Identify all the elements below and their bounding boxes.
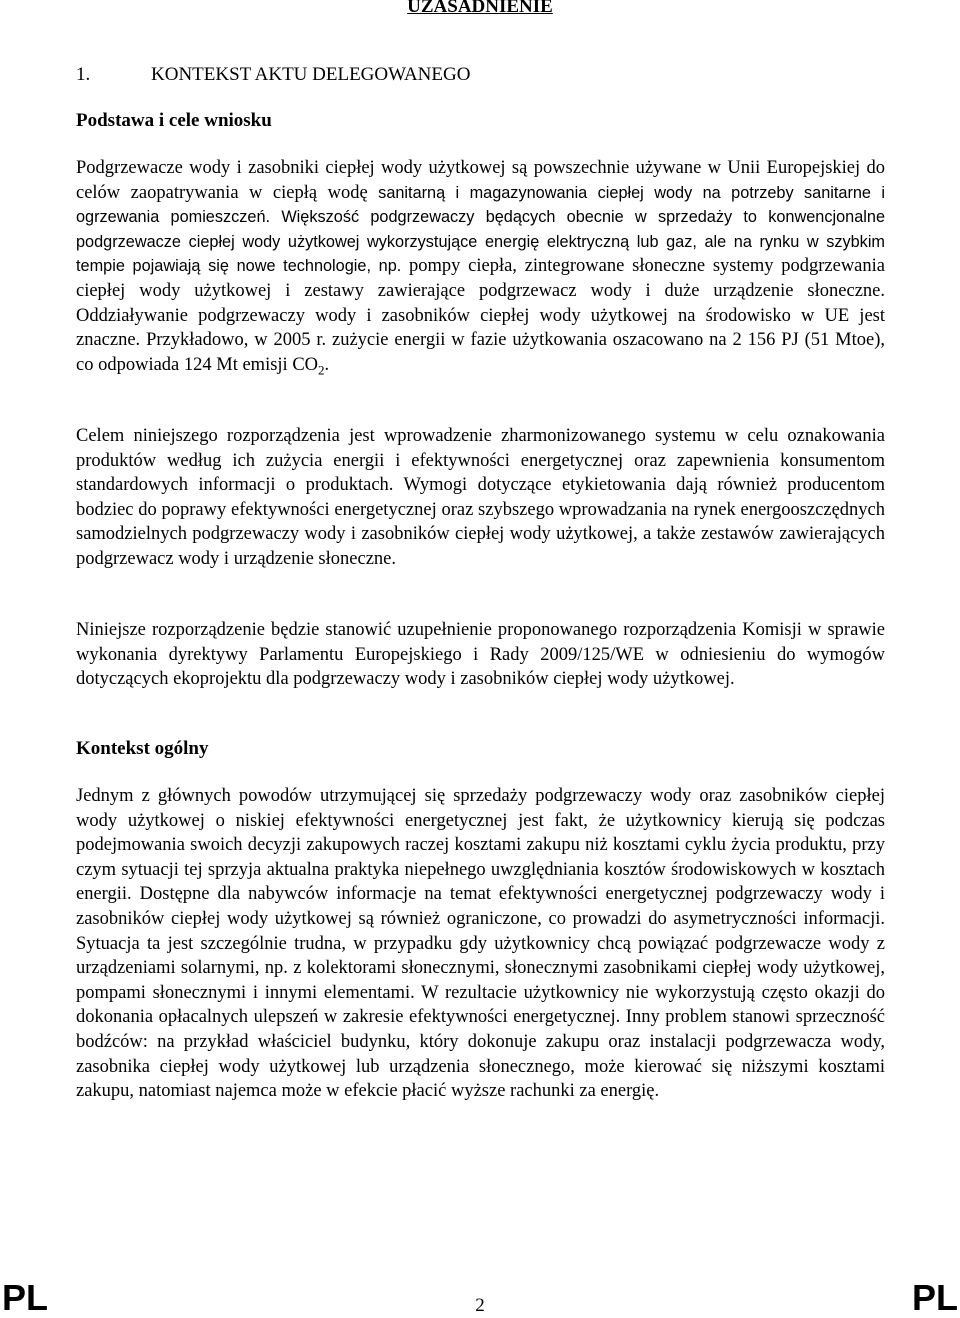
paragraph-1-sans: sanitarną i magazynowania ciepłej wody na potrzeby sanitarne i ogrzewania pomieszczeń. Większość podgrzewaczy będących obecnie w sprzedaży to konwencjonalne podgrzewacze ciepłej wody użytkowej wykorzystujące energię elektryczną lub gaz, ale na rynku w szybkim tempie pojawiają się nowe technologie, np. [76, 183, 885, 276]
section-heading [76, 64, 470, 86]
paragraph-3: Niniejsze rozporządzenie będzie stanowić uzupełnienie proponowanego rozporządzenia Komisji w sprawie wykonania dyrektywy Parlamentu Europejskiego i Rady 2009/125/WE w odniesieniu do wymogów dotyczących ekoprojektu dla podgrzewaczy wody i zasobników ciepłej wody użytkowej. [76, 620, 885, 690]
paragraph-1-start: Podgrzewacze wody i zasobniki ciepłej wody użytkowej są powszechnie używane w Unii Europejskiej do celów zaopatrywania w ciepłą wodę [76, 158, 885, 203]
subheading-context: Kontekst ogólny [76, 738, 209, 759]
paragraph-1-final: . [324, 354, 330, 375]
footer-language-right: PL [911, 1277, 958, 1318]
paragraph-1 [76, 156, 885, 383]
page-number: 2 [475, 1295, 485, 1316]
footer-language-left: PL [2, 1277, 49, 1318]
co2-subscript: 2 [318, 362, 325, 378]
subheading-basis: Podstawa i cele wniosku [76, 110, 272, 131]
paragraph-1-end: pompy ciepła, zintegrowane słoneczne systemy podgrzewania ciepłej wody użytkowej i zestawy zawierające podgrzewacz wody i duże urządzenie słoneczne. Oddziaływanie podgrzewaczy wody i zasobników ciepłej wody użytkowej na środowisko w UE jest znaczne. Przykładowo, w 2005 r. zużycie energii w fazie użytkowania oszacowano na 2 156 PJ (51 Mtoe), co odpowiada 124 Mt emisji CO [76, 256, 885, 375]
paragraph-2: Celem niniejszego rozporządzenia jest wprowadzenie zharmonizowanego systemu w celu oznakowania produktów według ich zużycia energii i efektywności energetycznej oraz zapewnienia konsumentom standardowych informacji o produktach. Wymogi dotyczące etykietowania dają również producentom bodziec do poprawy efektywności energetycznej oraz szybszego wprowadzania na rynek energooszczędnych samodzielnych podgrzewaczy wody i zasobników ciepłej wody użytkowej, a także zestawów zawierających podgrzewacz wody i urządzenie słoneczne. [76, 426, 885, 569]
section-number: 1. [76, 64, 91, 85]
document-title: UZASADNIENIE [407, 0, 553, 17]
paragraph-4: Jednym z głównych powodów utrzymującej się sprzedaży podgrzewaczy wody oraz zasobników ciepłej wody użytkowej o niskiej efektywności energetycznej jest fakt, że użytkownicy kierują się podczas podejmowania swoich decyzji zakupowych raczej kosztami zakupu niż kosztami cyklu życia produktu, przy czym sytuacji tej sprzyja aktualna praktyka niepełnego uwzględniania kosztów środowiskowych w kosztach energii. Dostępne dla nabywców informacje na temat efektywności energetycznej podgrzewaczy wody i zasobników ciepłej wody użytkowej są również ograniczone, co prowadzi do asymetryczności informacji. Sytuacja ta jest szczególnie trudna, w przypadku gdy użytkownicy chcą powiązać podgrzewacze wody z urządzeniami solarnymi, np. z kolektorami słonecznymi, słonecznymi zasobnikami ciepłej wody użytkowej, pompami słonecznymi i innymi elementami. W rezultacie użytkownicy nie wykorzystują często okazji do dokonania opłacalnych ulepszeń w zakresie efektywności energetycznej. Inny problem stanowi sprzeczność bodźców: na przykład właściciel budynku, który dokonuje zakupu oraz instalacji podgrzewacza wody, zasobnika ciepłej wody użytkowej lub urządzenia słonecznego, może kierować się niższymi kosztami zakupu, natomiast najemca może w efekcie płacić wyższe rachunki za energię. [76, 786, 885, 1102]
section-title: KONTEKST AKTU DELEGOWANEGO [151, 64, 471, 85]
